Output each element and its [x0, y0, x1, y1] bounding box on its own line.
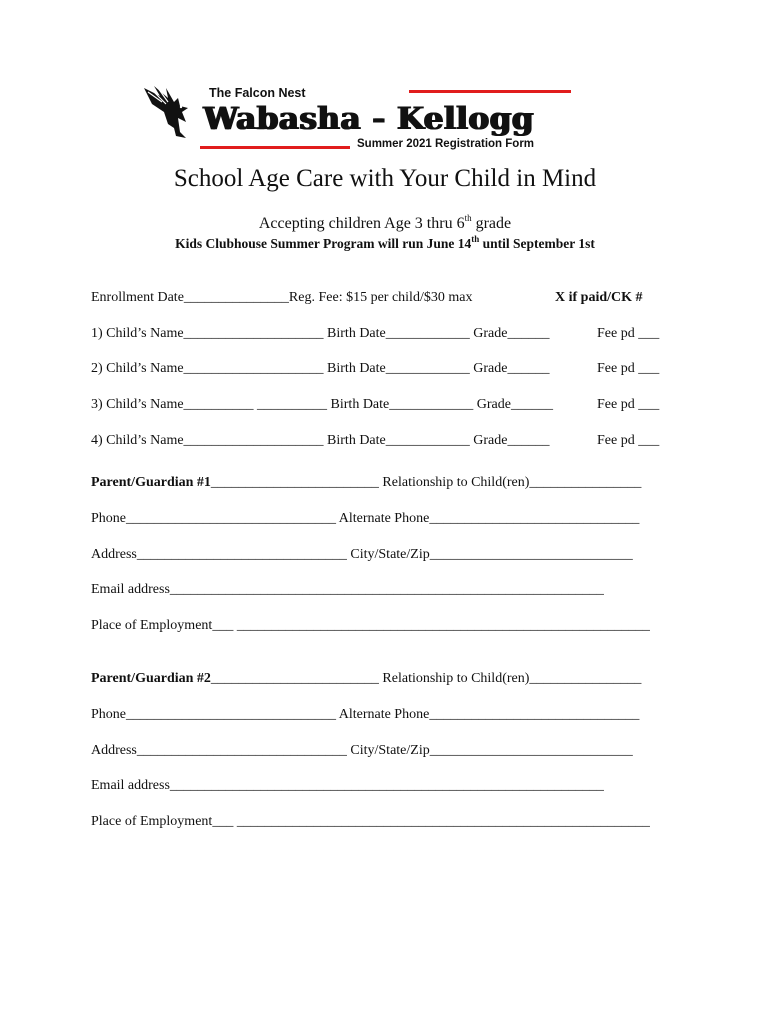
alt-phone-field[interactable]: ______________________________ — [429, 511, 640, 526]
guardian-2-address-row: Address______________________________ City/State/Zip_____________________________ — [91, 743, 633, 758]
fee-pd-field[interactable]: ___ — [634, 361, 660, 376]
paid-label: X if paid/CK # — [555, 290, 643, 305]
page-title: School Age Care with Your Child in Mind — [173, 165, 597, 192]
fee-pd-field[interactable]: ___ — [634, 433, 660, 448]
guardian-label: Parent/Guardian #2 — [91, 671, 211, 686]
age-subtitle: Accepting children Age 3 thru 6th grade — [258, 212, 512, 232]
child-row-4: 4) Child’s Name____________________ Birth Date____________ Grade______ — [91, 433, 550, 448]
program-name: The Falcon Nest — [209, 86, 306, 100]
birth-date-field[interactable]: ____________ — [389, 397, 474, 412]
enrollment-date-field[interactable]: _______________ — [183, 290, 289, 305]
grade-field[interactable]: ______ — [507, 433, 550, 448]
guardian-2-email-row: Email address______________________________________________________________ — [91, 778, 604, 793]
email-field[interactable]: ______________________________________________________________ — [169, 582, 604, 597]
fee-pd-3: Fee pd ___ — [597, 397, 660, 412]
phone-field[interactable]: ______________________________ — [126, 707, 336, 722]
email-field[interactable]: ______________________________________________________________ — [169, 778, 604, 793]
fee-pd-field[interactable]: ___ — [634, 397, 660, 412]
phone-field[interactable]: ______________________________ — [126, 511, 336, 526]
child-name-field[interactable]: ____________________ — [183, 361, 324, 376]
child-row-1: 1) Child’s Name____________________ Birth Date____________ Grade______ — [91, 326, 550, 341]
guardian-name-field[interactable]: ________________________ — [210, 475, 379, 490]
form-name: Summer 2021 Registration Form — [357, 138, 535, 150]
birth-date-field[interactable]: ____________ — [385, 433, 470, 448]
grade-field[interactable]: ______ — [507, 326, 550, 341]
falcon-icon — [140, 82, 198, 140]
guardian-1-employment-row: Place of Employment___ ___________________________________________________________ — [91, 618, 650, 633]
relationship-field[interactable]: ________________ — [529, 671, 642, 686]
guardian-name-field[interactable]: ________________________ — [210, 671, 379, 686]
guardian-2-row: Parent/Guardian #2________________________ Relationship to Child(ren)________________ — [91, 671, 642, 686]
org-name: Wabasha - Kellogg — [203, 101, 534, 137]
birth-date-field[interactable]: ____________ — [385, 326, 470, 341]
address-field[interactable]: ______________________________ — [136, 743, 347, 758]
child-row-2: 2) Child’s Name____________________ Birth Date____________ Grade______ — [91, 361, 550, 376]
city-state-zip-field[interactable]: _____________________________ — [429, 743, 633, 758]
child-name-field[interactable]: __________ __________ — [183, 397, 328, 412]
grade-field[interactable]: ______ — [507, 361, 550, 376]
city-state-zip-field[interactable]: _____________________________ — [429, 547, 633, 562]
fee-pd-1: Fee pd ___ — [597, 326, 660, 341]
enrollment-date-label: Enrollment Date — [91, 290, 184, 305]
fee-pd-field[interactable]: ___ — [634, 326, 660, 341]
enrollment-row — [91, 290, 472, 306]
guardian-1-phone-row: Phone______________________________ Alternate Phone______________________________ — [91, 511, 640, 526]
relationship-field[interactable]: ________________ — [529, 475, 642, 490]
program-dates: Kids Clubhouse Summer Program will run June 14th until September 1st — [175, 233, 595, 251]
guardian-1-email-row: Email address______________________________________________________________ — [91, 582, 604, 597]
alt-phone-field[interactable]: ______________________________ — [429, 707, 640, 722]
grade-field[interactable]: ______ — [510, 397, 553, 412]
header-rule-bottom — [200, 146, 350, 149]
employment-field[interactable]: ___ ___________________________________________________________ — [212, 814, 650, 829]
guardian-label: Parent/Guardian #1 — [91, 475, 211, 490]
reg-fee-text: Reg. Fee: $15 per child/$30 max — [288, 290, 473, 305]
fee-pd-2: Fee pd ___ — [597, 361, 660, 376]
guardian-2-employment-row: Place of Employment___ ___________________________________________________________ — [91, 814, 650, 829]
guardian-2-phone-row: Phone______________________________ Alternate Phone______________________________ — [91, 707, 640, 722]
child-name-field[interactable]: ____________________ — [183, 326, 324, 341]
fee-pd-4: Fee pd ___ — [597, 433, 660, 448]
employment-field[interactable]: ___ ___________________________________________________________ — [212, 618, 650, 633]
child-name-field[interactable]: ____________________ — [183, 433, 324, 448]
guardian-1-address-row: Address______________________________ City/State/Zip_____________________________ — [91, 547, 633, 562]
header-rule-top — [409, 90, 571, 93]
child-row-3: 3) Child’s Name__________ __________ Birth Date____________ Grade______ — [91, 397, 553, 412]
address-field[interactable]: ______________________________ — [136, 547, 347, 562]
guardian-1-row: Parent/Guardian #1________________________ Relationship to Child(ren)________________ — [91, 475, 642, 490]
birth-date-field[interactable]: ____________ — [385, 361, 470, 376]
